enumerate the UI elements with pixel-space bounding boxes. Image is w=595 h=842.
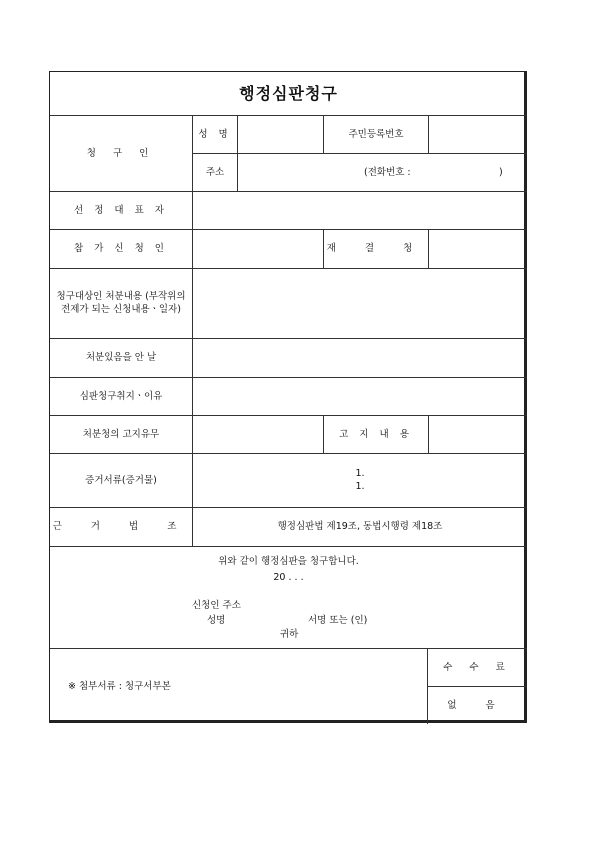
phone-label: (전화번호 : xyxy=(364,166,411,178)
purpose-label: 심판청구취지ㆍ이유 xyxy=(79,390,163,402)
notice-status-label: 처분청의 고지유무 xyxy=(82,428,160,440)
declaration-date: 20 . . . xyxy=(273,571,304,583)
declaration-statement: 위와 같이 행정심판을 청구합니다. xyxy=(218,555,359,567)
notice-content-label: 고 지 내 용 xyxy=(339,428,413,440)
address-label: 주소 xyxy=(205,166,225,178)
claimant-label: 청 구 인 xyxy=(86,147,156,159)
evidence-item: 1. xyxy=(355,481,365,492)
representative-field[interactable] xyxy=(193,191,527,229)
known-date-label: 처분있음을 안 날 xyxy=(85,352,157,363)
divider xyxy=(50,546,527,547)
notice-content-field[interactable] xyxy=(429,415,527,453)
evidence-label: 증거서류(증거물) xyxy=(85,474,157,486)
evidence-item: 1. xyxy=(355,468,365,479)
participant-field[interactable] xyxy=(193,229,323,268)
legal-basis-value: 행정심판법 제19조, 동법시행령 제18조 xyxy=(277,521,443,532)
address-field[interactable] xyxy=(238,153,527,191)
target-label: 청구대상인 처분내용 (부작위의 전제가 되는 신청내용ㆍ일자) xyxy=(56,291,186,315)
notice-status-field[interactable] xyxy=(193,415,323,453)
target-field[interactable] xyxy=(193,268,527,338)
name-label: 성 명 xyxy=(198,128,232,140)
representative-label: 선 정 대 표 자 xyxy=(74,204,168,216)
fee-label: 수 수 료 xyxy=(443,661,512,673)
decision-agency-field[interactable] xyxy=(429,229,527,268)
form-title: 행정심판청구 xyxy=(239,84,338,103)
decision-agency-label: 재 결 청 xyxy=(326,243,426,254)
addressee-label: 귀하 xyxy=(280,628,299,640)
participant-label: 참 가 신 청 인 xyxy=(74,243,168,254)
attachment-note: ※ 첨부서류 : 청구서부본 xyxy=(68,680,171,692)
legal-basis-label: 근 거 법 조 xyxy=(52,521,190,532)
name-field[interactable] xyxy=(238,115,323,153)
signature-label: 서명 또는 (인) xyxy=(308,614,368,626)
resident-number-field[interactable] xyxy=(429,115,527,153)
applicant-name-label: 성명 xyxy=(207,614,226,626)
purpose-field[interactable] xyxy=(193,377,527,415)
resident-number-label: 주민등록번호 xyxy=(348,128,404,140)
known-date-field[interactable] xyxy=(193,338,527,377)
evidence-list[interactable] xyxy=(193,453,527,507)
applicant-address-label: 신청인 주소 xyxy=(192,599,241,611)
administrative-appeal-form xyxy=(49,71,527,723)
fee-value: 없 음 xyxy=(447,700,508,711)
phone-close: ) xyxy=(499,166,503,178)
